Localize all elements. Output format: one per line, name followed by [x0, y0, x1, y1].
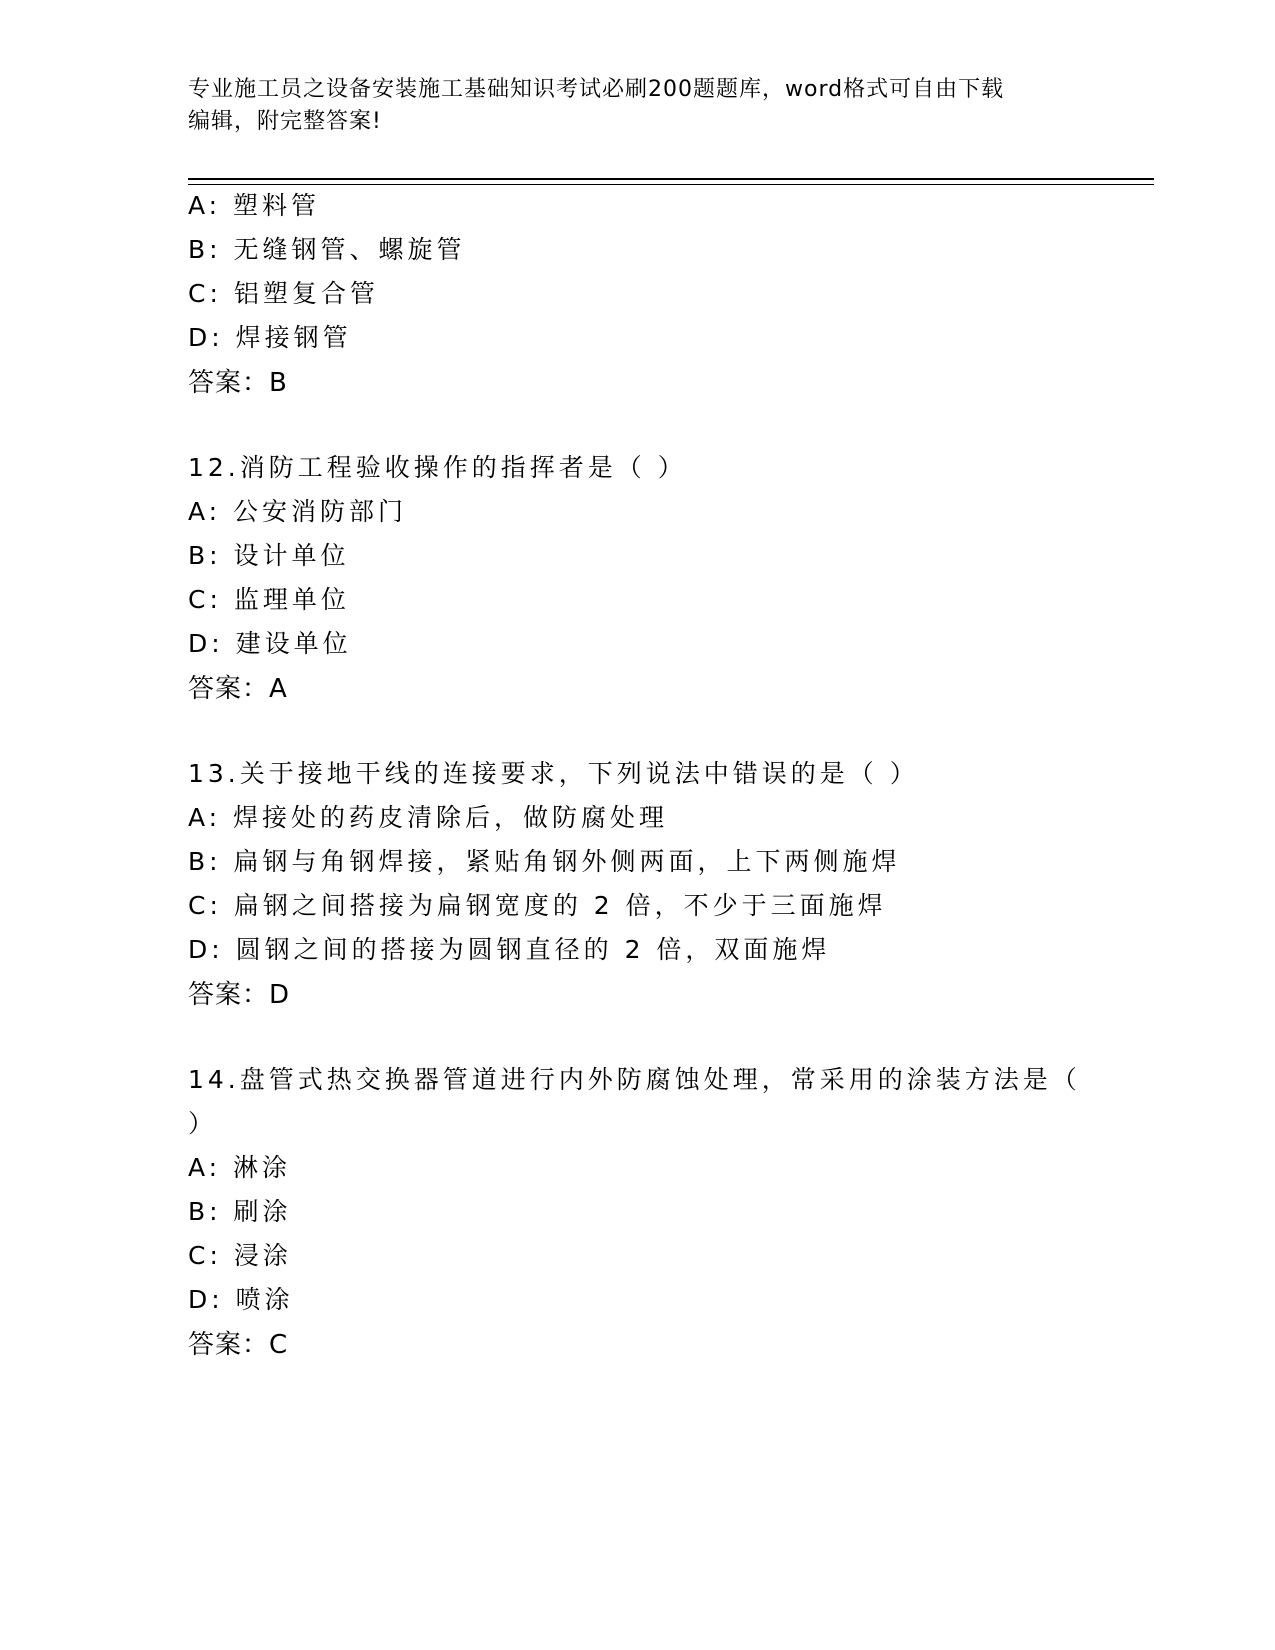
q14-option-c: C: 浸涂 [188, 1241, 292, 1270]
document-header [188, 74, 1068, 138]
q12-option-c: C: 监理单位 [188, 585, 350, 614]
q12-option-b: B: 设计单位 [188, 541, 350, 570]
q14-question-line-1: 14.盘管式热交换器管道进行内外防腐蚀处理，常采用的涂装方法是（ [188, 1065, 1081, 1094]
q14-question-line-2: ） [188, 1109, 218, 1138]
header-line-2: 编辑，附完整答案! [188, 109, 382, 134]
q13-option-c: C: 扁钢之间搭接为扁钢宽度的 2 倍，不少于三面施焊 [188, 891, 887, 920]
q14-answer: 答案：C [188, 1330, 289, 1360]
q14-option-b: B: 刷涂 [188, 1197, 292, 1226]
q14-option-d: D: 喷涂 [188, 1285, 294, 1314]
q11-answer: 答案：B [188, 368, 288, 398]
q11-option-c: C: 铝塑复合管 [188, 279, 379, 308]
q11-option-b: B: 无缝钢管、螺旋管 [188, 235, 466, 264]
q13-option-b: B: 扁钢与角钢焊接，紧贴角钢外侧两面，上下两侧施焊 [188, 847, 901, 876]
q12-answer: 答案：A [188, 674, 288, 704]
q13-option-a: A: 焊接处的药皮清除后，做防腐处理 [188, 803, 669, 832]
header-line-1: 专业施工员之设备安装施工基础知识考试必刷200题题库，word格式可自由下载 [188, 77, 1005, 102]
q13-option-d: D: 圆钢之间的搭接为圆钢直径的 2 倍，双面施焊 [188, 935, 831, 964]
q12-option-a: A: 公安消防部门 [188, 497, 408, 526]
q12-question: 12.消防工程验收操作的指挥者是（ ） [188, 453, 687, 482]
q11-option-a: A: 塑料管 [188, 191, 321, 220]
q14-option-a: A: 淋涂 [188, 1153, 292, 1182]
header-divider-thick [188, 178, 1154, 180]
header-divider-thin [188, 184, 1154, 185]
q11-option-d: D: 焊接钢管 [188, 323, 352, 352]
q13-answer: 答案：D [188, 980, 291, 1010]
q12-option-d: D: 建设单位 [188, 629, 352, 658]
q13-question: 13.关于接地干线的连接要求，下列说法中错误的是（ ） [188, 759, 919, 788]
